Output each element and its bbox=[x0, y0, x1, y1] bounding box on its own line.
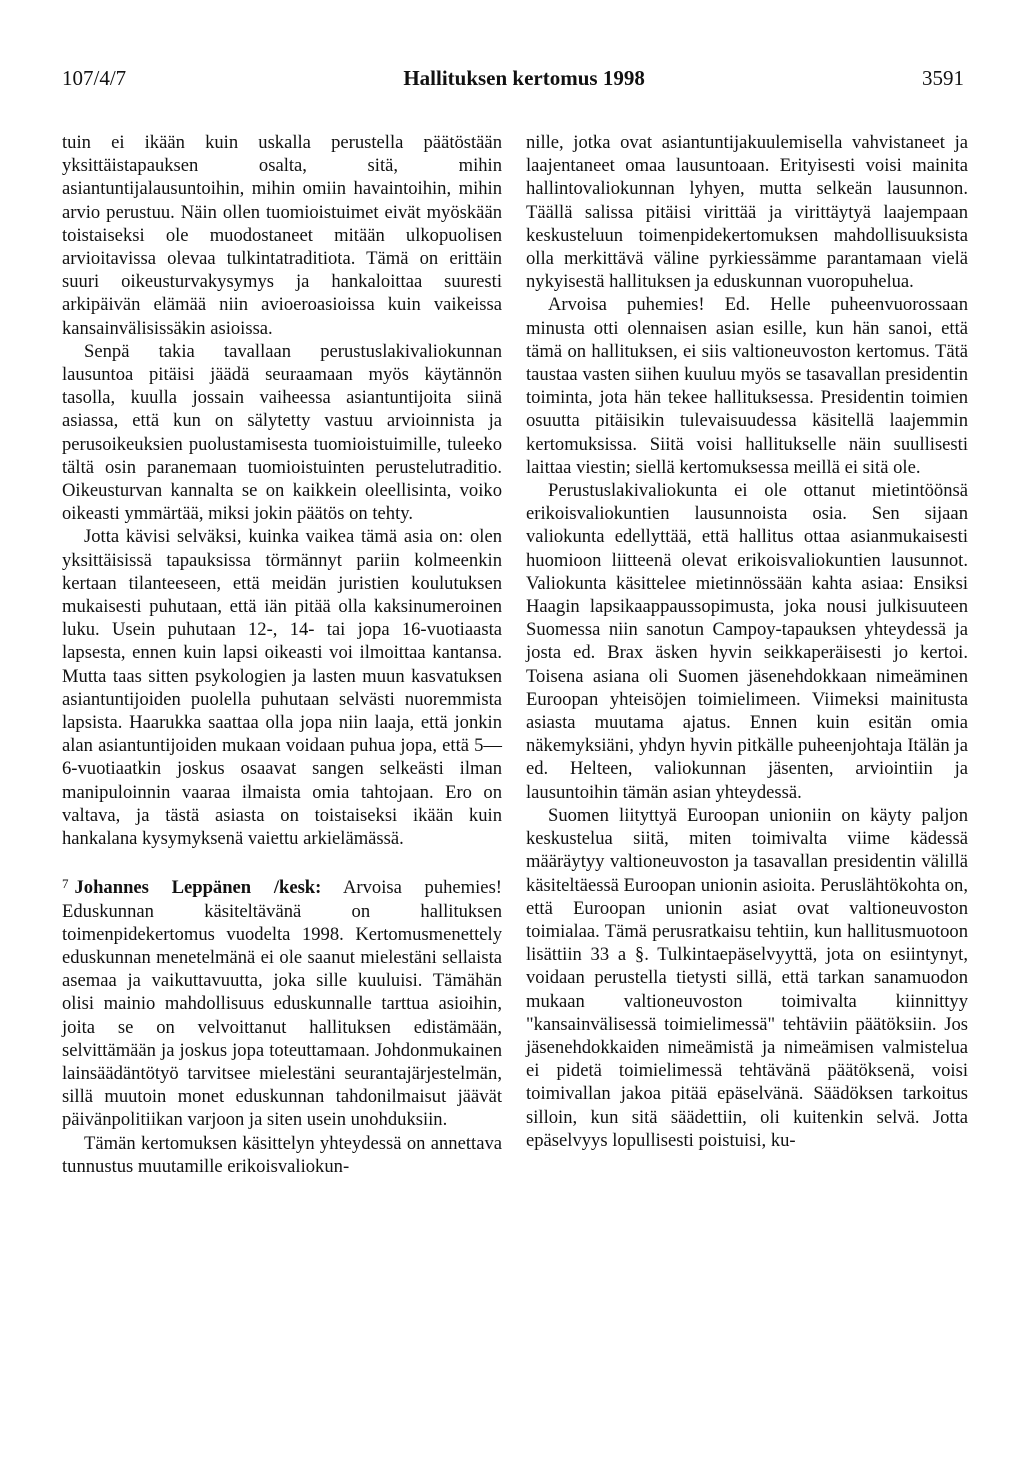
right-column bbox=[526, 131, 968, 1152]
left-column bbox=[62, 131, 502, 1178]
speech-number: 7 bbox=[62, 876, 69, 892]
paragraph: Suomen liityttyä Euroopan unioniin on käyty paljon keskustelua siitä, miten toimivalta viime kädessä määräytyy valtioneuvoston ja tasavallan presidentin välillä käsiteltäessä Euroopan unionin asioita. Peruslähtökohta on, että Euroopan unionin asiat ovat valtioneuvoston toimialaa. Tämä perusratkaisu tehtiin, kun hallitusmuotoon lisättiin 33 a §. Tulkintaepäselvyyttä, jota on esiintynyt, voidaan perustella tietysti sillä, että tarkan sanamuodon mukaan valtioneuvoston toimivalta kiinnittyy "kansainvälisessä toimielimessä" tehtäviin päätöksiin. Jos jäsenehdokkaiden nimeämistä ja nimeämisen valmistelua ei pidetä toimielimessä tehtävänä päätöksenä, voisi toimivallan jakoa pitää epäselvänä. Säädöksen tarkoitus silloin, kun sitä säädettiin, oli kuitenkin selvä. Jotta epäselvyys lopullisesti poistuisi, ku- bbox=[526, 804, 968, 1151]
paragraph: nille, jotka ovat asiantuntijakuulemisella vahvistaneet ja laajentaneet omaa lausuntoaan. Erityisesti voisi mainita hallintovaliokunnan lyhyen, mutta selkeän lausunnon. Täällä salissa pitäisi virittää ja virittäytyä laajempaan keskusteluun toimenpidekertomuksen mahdollisuuksista olla merkittävä väline pyrkiessämme parantamaan vielä nykyisestä hallituksen ja eduskunnan vuoropuhelua. bbox=[526, 132, 968, 293]
paragraph: Arvoisa puhemies! Ed. Helle puheenvuorossaan minusta otti olennaisen asian esille, kun hän sanoi, että tämä on hallituksen, ei siis valtioneuvoston kertomus. Tätä taustaa vasten siihen kuuluu myös se tasavallan presidentin toiminta, jota hän tekee hallituksessa. Presidentin toimien osuutta pitäisikin tulevaisuudessa käsitellä laajemmin kertomuksissa. Siitä voisi hallitukselle näin suullisesti laittaa viestin; siellä kertomuksessa meillä ei sitä ole. bbox=[526, 294, 968, 478]
paragraph: Tämän kertomuksen käsittelyn yhteydessä on annettava tunnustus muutamille erikoisvaliokun- bbox=[62, 1132, 502, 1177]
speech-start bbox=[62, 872, 502, 1131]
document-reference: 107/4/7 bbox=[62, 66, 127, 90]
paragraph: Perustuslakivaliokunta ei ole ottanut mietintöönsä erikoisvaliokuntien lausunnoista osia. Sen sijaan valiokunta edellyttää, että hallitus ottaa asianmukaisesti huomioon liitteenä olevat erikoisvaliokuntien lausunnot. Valiokunta käsittelee mietinnössään kahta asiaa: Ensiksi Haagin lapsikaappaussopimusta, joka nousi julkisuuteen Suomessa niin sanotun Campoy-tapauksen yhteydessä ja josta ed. Brax äsken hyvin seikkaperäisesti jo kertoi. Toisena asiana oli Suomen jäsenehdokkaan nimeäminen Euroopan yhteisöjen toimielimeen. Viimeksi mainitusta asiasta muutama ajatus. Ennen kuin esitän omia näkemyksiäni, yhdyn hyvin pitkälle puheenjohtaja Itälän ja ed. Helteen, valiokunnan jäsenten, arviointiin ja lausuntoihin tämän asian yhteydessä. bbox=[526, 480, 968, 803]
speaker-name: Johannes Leppänen /kesk: bbox=[74, 877, 322, 899]
page-number: 3591 bbox=[921, 66, 964, 90]
page-header bbox=[62, 66, 964, 90]
paragraph: tuin ei ikään kuin uskalla perustella päätöstään yksittäistapauksen osalta, sitä, mihin asiantuntijalausuntoihin, mihin omiin havaintoihin, mihin arvio perustuu. Näin ollen tuomioistuimet eivät myöskään toistaiseksi ole muodostaneet mitään ulkopuolisen arvioitavissa olevaa tulkintatraditiota. Tämä on erittäin suuri oikeusturvakysymys ja hankaloittaa suuresti arkipäivän elämää niin avioeroasioissa kuin vaikeissa kansainvälisissäkin asioissa. bbox=[62, 132, 502, 339]
page-title: Hallituksen kertomus 1998 bbox=[403, 66, 645, 90]
speech-text: Arvoisa puhemies! Eduskunnan käsiteltävänä on hallituksen toimenpidekertomus vuodelta 1998. Kertomusmenettely eduskunnan menetelmänä ei ole saanut mielestäni sellaista asemaa ja vaikuttavuutta, joka sille kuuluisi. Tämähän olisi mainio mahdollisuus eduskunnalle tarttua asioihin, joita se on velvoittanut hallituksen edistämään, selvittämään ja joskus jopa toteuttamaan. Johdonmukainen lainsäädäntötyö tarvitsee mielestäni seurantajärjestelmän, sillä muutoin monet eduskunnan tahdonilmaisut jäävät päivänpolitiikan varjoon ja siten usein unohduksiin. bbox=[62, 877, 502, 1131]
paragraph: Senpä takia tavallaan perustuslakivaliokunnan lausuntoa pitäisi jäädä seuraamaan myös käytännön tasolla, kuulla jossain vaiheessa asiantuntijoita siinä asiassa, että kun on sälytetty vastuu arvioinnista ja perusoikeuksien puolustamisesta tuomioistuimille, tuleeko tältä osin paranemaan tuomioistuinten perustelutraditio. Oikeusturvan kannalta se on kaikkein oleellisinta, voiko oikeasti ymmärtää, miksi jokin päätös on tehty. bbox=[62, 340, 502, 525]
paragraph: Jotta kävisi selväksi, kuinka vaikea tämä asia on: olen yksittäisissä tapauksissa törmännyt pariin kolmeenkin kertaan tilanteeseen, että meidän juristien koulutuksen mukaisesti puhutaan, että iän pitää olla kaksinumeroinen luku. Usein puhutaan 12-, 14- tai jopa 16-vuotiaasta lapsesta, ennen kuin lapsi oikeasti voi ilmoittaa kantansa. Mutta taas sitten psykologien ja lasten muun kasvatuksen asiantuntijoiden puolella puhutaan selvästi nuoremmista lapsista. Haarukka saattaa olla jopa niin laaja, että jonkin alan asiantuntijoiden mukaan voidaan puhua jopa, että 5—6-vuotiaatkin joskus osaavat sangen selkeästi ilman manipuloinnin vaaraa ilmaista omia tahtojaan. Ero on valtava, ja tästä asiasta on toistaiseksi ikään kuin hankalana kysymyksenä vaiettu arkielämässä. bbox=[62, 526, 502, 850]
